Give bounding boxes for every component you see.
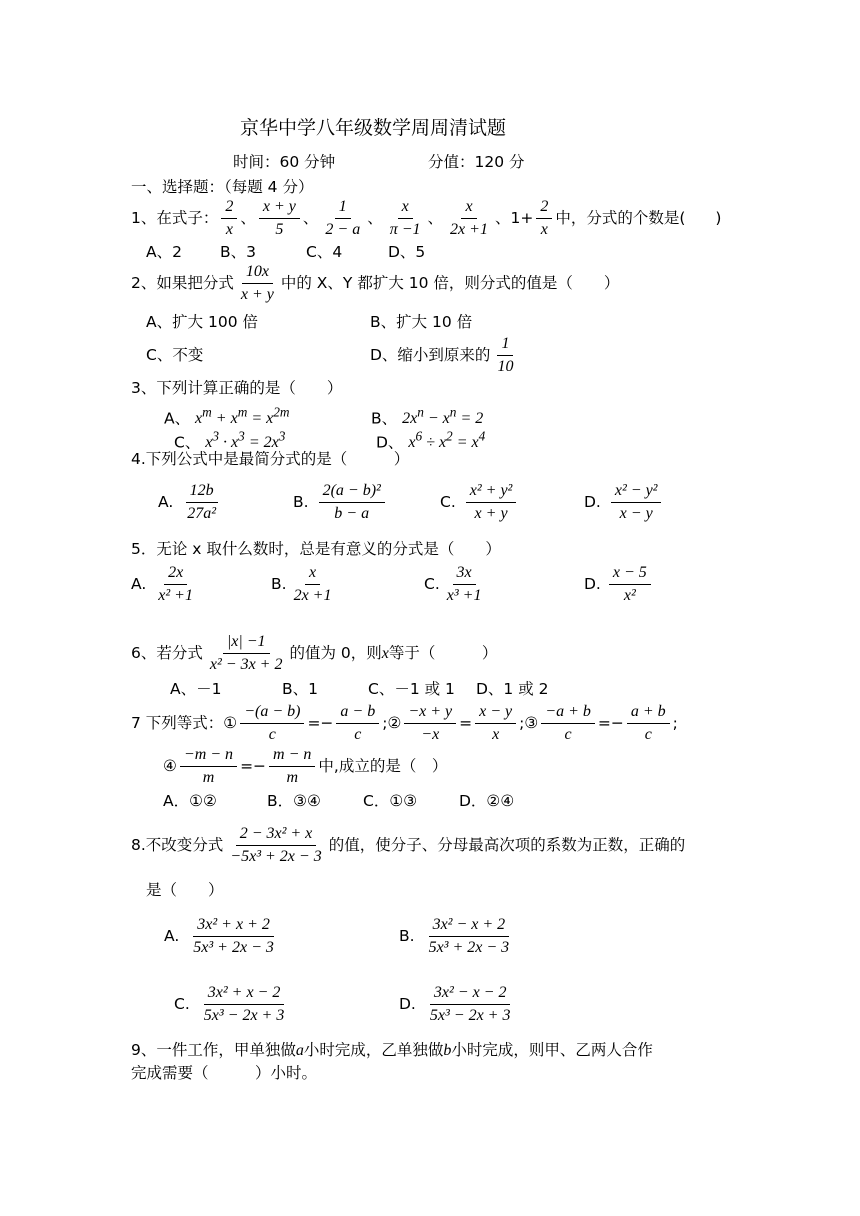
q1-option-b: B、3: [220, 243, 256, 261]
q8-option-b-label: B.: [399, 927, 415, 945]
q6-mid: 的值为 0，则: [289, 644, 382, 662]
q5-option-c-frac: [443, 563, 486, 606]
q4-c-den: x + y: [474, 505, 508, 522]
q1-expr-3-den: 2 − a: [325, 221, 361, 238]
q3-option-d-label: D、: [376, 433, 404, 452]
q7-frac-6-num: a + b: [627, 702, 670, 724]
q8-frac: [226, 824, 325, 867]
q1-expr-1-den: x: [225, 221, 233, 238]
q6-options: [170, 679, 549, 699]
q4-a-num: 12b: [186, 481, 218, 503]
question-6: [131, 632, 497, 675]
q4-option-d: [584, 481, 664, 524]
q1-options: [146, 242, 425, 262]
q2-option-d-frac: [493, 334, 517, 377]
q6-frac: [206, 632, 287, 675]
q5-b-den: 2x +1: [293, 587, 332, 604]
q4-b-den: b − a: [334, 505, 370, 522]
q4-option-c-frac: [466, 481, 517, 524]
q5-option-a: [131, 563, 200, 606]
q9-line-2: 完成需要（ ）小时。: [131, 1064, 318, 1082]
q5-option-b-label: B.: [271, 575, 287, 593]
q7-frac-1-num: −(a − b): [240, 702, 304, 724]
q1-option-c: C、4: [306, 243, 343, 261]
q7-frac-8: [269, 745, 315, 788]
q6-option-a: A、－1: [170, 680, 222, 698]
q5-option-c: [424, 563, 488, 606]
question-1: [131, 197, 721, 240]
q5-option-c-label: C.: [424, 575, 440, 593]
q7-eq-1: =−: [307, 714, 334, 732]
q7-frac-3-num: −x + y: [404, 702, 456, 724]
q2-option-a: A、扩大 100 倍: [146, 313, 259, 331]
q4-option-d-frac: [611, 481, 662, 524]
q5-option-d-frac: [609, 563, 651, 606]
question-8: [131, 824, 685, 867]
q7-frac-3: [404, 702, 456, 745]
q1-expr-4-den: π −1: [389, 221, 421, 238]
q8-option-d-label: D.: [399, 995, 416, 1013]
q8-line-2: 是（ ）: [146, 881, 224, 899]
q8-option-c-frac: [200, 983, 289, 1026]
q8-b-num: 3x² − x + 2: [429, 915, 510, 937]
q4-option-a-label: A.: [158, 493, 174, 511]
q5-option-b: [271, 563, 338, 606]
q1-expr-2-num: x + y: [259, 197, 300, 219]
q9-part-2: 小时完成，乙单独做: [303, 1041, 444, 1059]
q7-frac-1: [240, 702, 304, 745]
q2-frac: [237, 262, 278, 305]
q5-option-d-label: D.: [584, 575, 601, 593]
q2-option-b: B、扩大 10 倍: [370, 313, 473, 331]
q7-option-a: A．①②: [163, 792, 217, 810]
question-4: 4.下列公式中是最简分式的是（ ）: [131, 450, 410, 468]
q8-a-den: 5x³ + 2x − 3: [193, 939, 274, 956]
q7-frac-7-num: −m − n: [180, 745, 237, 767]
q5-option-a-label: A.: [131, 575, 147, 593]
q8-d-den: 5x³ − 2x + 3: [429, 1007, 511, 1024]
q1-expr-4: [386, 197, 425, 240]
q1-close: ): [715, 209, 722, 227]
q7-line2-prefix: ④: [163, 757, 177, 775]
q3-option-b-label: B、: [371, 409, 398, 428]
section-heading: 一、选择题：（每题 4 分）: [131, 178, 314, 196]
q8-option-c-label: C.: [174, 995, 190, 1013]
q1-option-a: A、2: [146, 243, 182, 261]
q6-var: x: [381, 645, 389, 662]
q5-c-num: 3x: [453, 563, 476, 585]
q4-option-d-label: D.: [584, 493, 601, 511]
q9-var-b: b: [443, 1042, 452, 1059]
q3-option-b: [371, 403, 483, 429]
q1-expr-5-num: x: [461, 197, 476, 219]
q1-expr-1-num: 2: [221, 197, 237, 219]
q8-option-a-label: A.: [164, 927, 180, 945]
q4-option-b: [293, 481, 388, 524]
q7-options: [163, 791, 514, 811]
q4-b-num: 2(a − b)²: [319, 481, 385, 503]
q2-suffix: 中的 X、Y 都扩大 10 倍，则分式的值是（ ）: [280, 274, 620, 292]
q7-frac-7-den: m: [202, 769, 215, 786]
q4-d-den: x − y: [619, 505, 653, 522]
question-5: 5．无论 x 取什么数时，总是有意义的分式是（ ）: [131, 540, 501, 558]
q1-expr-3: [321, 197, 364, 240]
q8-option-d-frac: [426, 983, 515, 1026]
q1-expr-2-den: 5: [275, 221, 284, 238]
q7-eq-3: =−: [597, 714, 624, 732]
q1-expr-1: [221, 197, 237, 240]
q5-a-den: x² +1: [158, 587, 193, 604]
q1-expr-6-den: x: [540, 221, 548, 238]
q2-option-d-num: 1: [497, 334, 513, 356]
q7-sep-3: ;③: [519, 714, 539, 732]
q2-option-c: C、不变: [146, 346, 204, 364]
q2-frac-num: 10x: [242, 262, 273, 284]
question-3: 3、下列计算正确的是（ ）: [131, 379, 343, 397]
q7-frac-5-num: −a + b: [541, 702, 595, 724]
q8-suffix: 的值，使分子、分母最高次项的系数为正数，正确的: [328, 836, 686, 854]
q8-d-num: 3x² − x − 2: [430, 983, 511, 1005]
q1-suffix: 中，分式的个数是(: [555, 209, 686, 227]
q2-option-d-text: D、缩小到原来的: [370, 346, 491, 364]
q8-option-c: [174, 983, 291, 1026]
q9-var-a: a: [295, 1042, 304, 1059]
q4-option-a: [158, 481, 223, 524]
q1-sep-1: 、: [240, 209, 256, 227]
q6-option-d: D、1 或 2: [476, 680, 549, 698]
q2-frac-den: x + y: [240, 286, 274, 303]
q1-expr-6-num: 2: [536, 197, 552, 219]
q7-line-2: [163, 745, 447, 788]
q1-expr-3-num: 1: [335, 197, 351, 219]
q1-expr-4-num: x: [398, 197, 413, 219]
q5-d-num: x − 5: [609, 563, 651, 585]
q1-prefix: 1、在式子：: [131, 209, 219, 227]
q7-frac-2: [336, 702, 379, 745]
q4-d-num: x² − y²: [611, 481, 662, 503]
q8-option-b-frac: [425, 915, 514, 958]
q4-option-b-frac: [319, 481, 385, 524]
q7-frac-6: [627, 702, 670, 745]
q1-expr-6: [536, 197, 552, 240]
q4-option-b-label: B.: [293, 493, 309, 511]
q5-c-den: x³ +1: [446, 587, 482, 604]
q2-prefix: 2、如果把分式: [131, 274, 234, 292]
q7-eq-2: =: [459, 714, 473, 732]
q7-frac-4: [475, 702, 516, 745]
q1-sep-4: 、: [427, 209, 444, 227]
q6-frac-den: x² − 3x + 2: [209, 656, 283, 673]
q8-b-den: 5x³ + 2x − 3: [428, 939, 510, 956]
q1-sep-5: 、1+: [494, 209, 534, 227]
q6-option-c: C、－1 或 1: [368, 680, 455, 698]
q1-option-d: D、5: [388, 243, 426, 261]
q7-eq-4: =−: [240, 757, 267, 775]
q2-option-d-den: 10: [497, 358, 514, 375]
q5-b-num: x: [305, 563, 320, 585]
q7-frac-6-den: c: [644, 726, 652, 743]
q7-option-c: C．①③: [363, 792, 418, 810]
q7-option-b: B．③④: [267, 792, 321, 810]
q6-option-b: B、1: [282, 680, 318, 698]
q8-frac-den: −5x³ + 2x − 3: [230, 848, 322, 865]
q8-c-den: 5x³ − 2x + 3: [203, 1007, 285, 1024]
q7-frac-4-num: x − y: [475, 702, 516, 724]
q8-prefix: 8.不改变分式: [131, 836, 224, 854]
q5-option-d: [584, 563, 654, 606]
q7-sep-2: ;②: [382, 714, 402, 732]
q7-frac-2-den: c: [354, 726, 362, 743]
page-title: 京华中学八年级数学周周清试题: [240, 117, 507, 139]
exam-score: 分值：120 分: [428, 153, 525, 171]
q8-frac-num: 2 − 3x² + x: [236, 824, 317, 846]
question-9: [131, 1040, 653, 1061]
q7-line2-suffix: 中,成立的是（ ）: [318, 757, 448, 775]
q5-option-a-frac: [154, 563, 197, 606]
q5-d-den: x²: [623, 587, 636, 604]
q6-frac-num: |x| −1: [223, 632, 270, 654]
q4-c-num: x² + y²: [466, 481, 517, 503]
q6-suffix: 等于（ ）: [388, 644, 498, 662]
q7-frac-2-num: a − b: [336, 702, 379, 724]
q3-option-c-expr: $x^3 \cdot x^3 = 2x^3$: [205, 429, 286, 452]
q7-option-d: D．②④: [459, 792, 515, 810]
q3-option-d-expr: $x^6 \div x^2 = x^4$: [408, 429, 486, 452]
q4-option-c: [440, 481, 519, 524]
exam-time: 时间：60 分钟: [233, 153, 336, 171]
q1-expr-5-den: 2x +1: [450, 221, 488, 238]
q7-sep-4: ;: [672, 714, 678, 732]
q8-option-a: [164, 915, 281, 958]
question-2: [131, 262, 619, 305]
q6-prefix: 6、若分式: [131, 644, 203, 662]
q7-frac-3-den: −x: [421, 726, 440, 743]
q1-expr-2: [259, 197, 300, 240]
q8-c-num: 3x² + x − 2: [204, 983, 285, 1005]
q7-prefix: 7 下列等式：①: [131, 714, 238, 732]
q7-frac-1-den: c: [268, 726, 276, 743]
q7-frac-5: [541, 702, 595, 745]
q9-part-3: 小时完成，则甲、乙两人合作: [451, 1041, 653, 1059]
q4-a-den: 27a²: [187, 505, 217, 522]
q2-option-d: [370, 334, 520, 377]
q8-option-d: [399, 983, 517, 1026]
q7-frac-4-den: x: [492, 726, 500, 743]
q8-option-b: [399, 915, 516, 958]
q7-frac-5-den: c: [564, 726, 572, 743]
q7-frac-8-num: m − n: [269, 745, 315, 767]
q3-option-a-label: A、: [164, 409, 191, 428]
q3-option-b-expr: $2x^n - x^n = 2$: [402, 405, 484, 428]
q1-sep-3: 、: [367, 209, 383, 227]
q3-option-a-expr: $x^m + x^m = x^{2m}$: [195, 405, 290, 428]
q8-option-a-frac: [189, 915, 278, 958]
q7-frac-7: [180, 745, 237, 788]
q4-option-c-label: C.: [440, 493, 456, 511]
q5-a-num: 2x: [164, 563, 187, 585]
q3-option-a: [164, 403, 290, 429]
q7-frac-8-den: m: [286, 769, 298, 786]
q1-expr-5: [446, 197, 492, 240]
q5-option-b-frac: [290, 563, 336, 606]
q8-a-num: 3x² + x + 2: [193, 915, 274, 937]
q9-part-1: 9、一件工作，甲单独做: [131, 1041, 296, 1059]
q4-option-a-frac: [183, 481, 220, 524]
q3-option-c-label: C、: [174, 433, 201, 452]
q1-sep-2: 、: [302, 209, 319, 227]
question-7: [131, 702, 678, 745]
